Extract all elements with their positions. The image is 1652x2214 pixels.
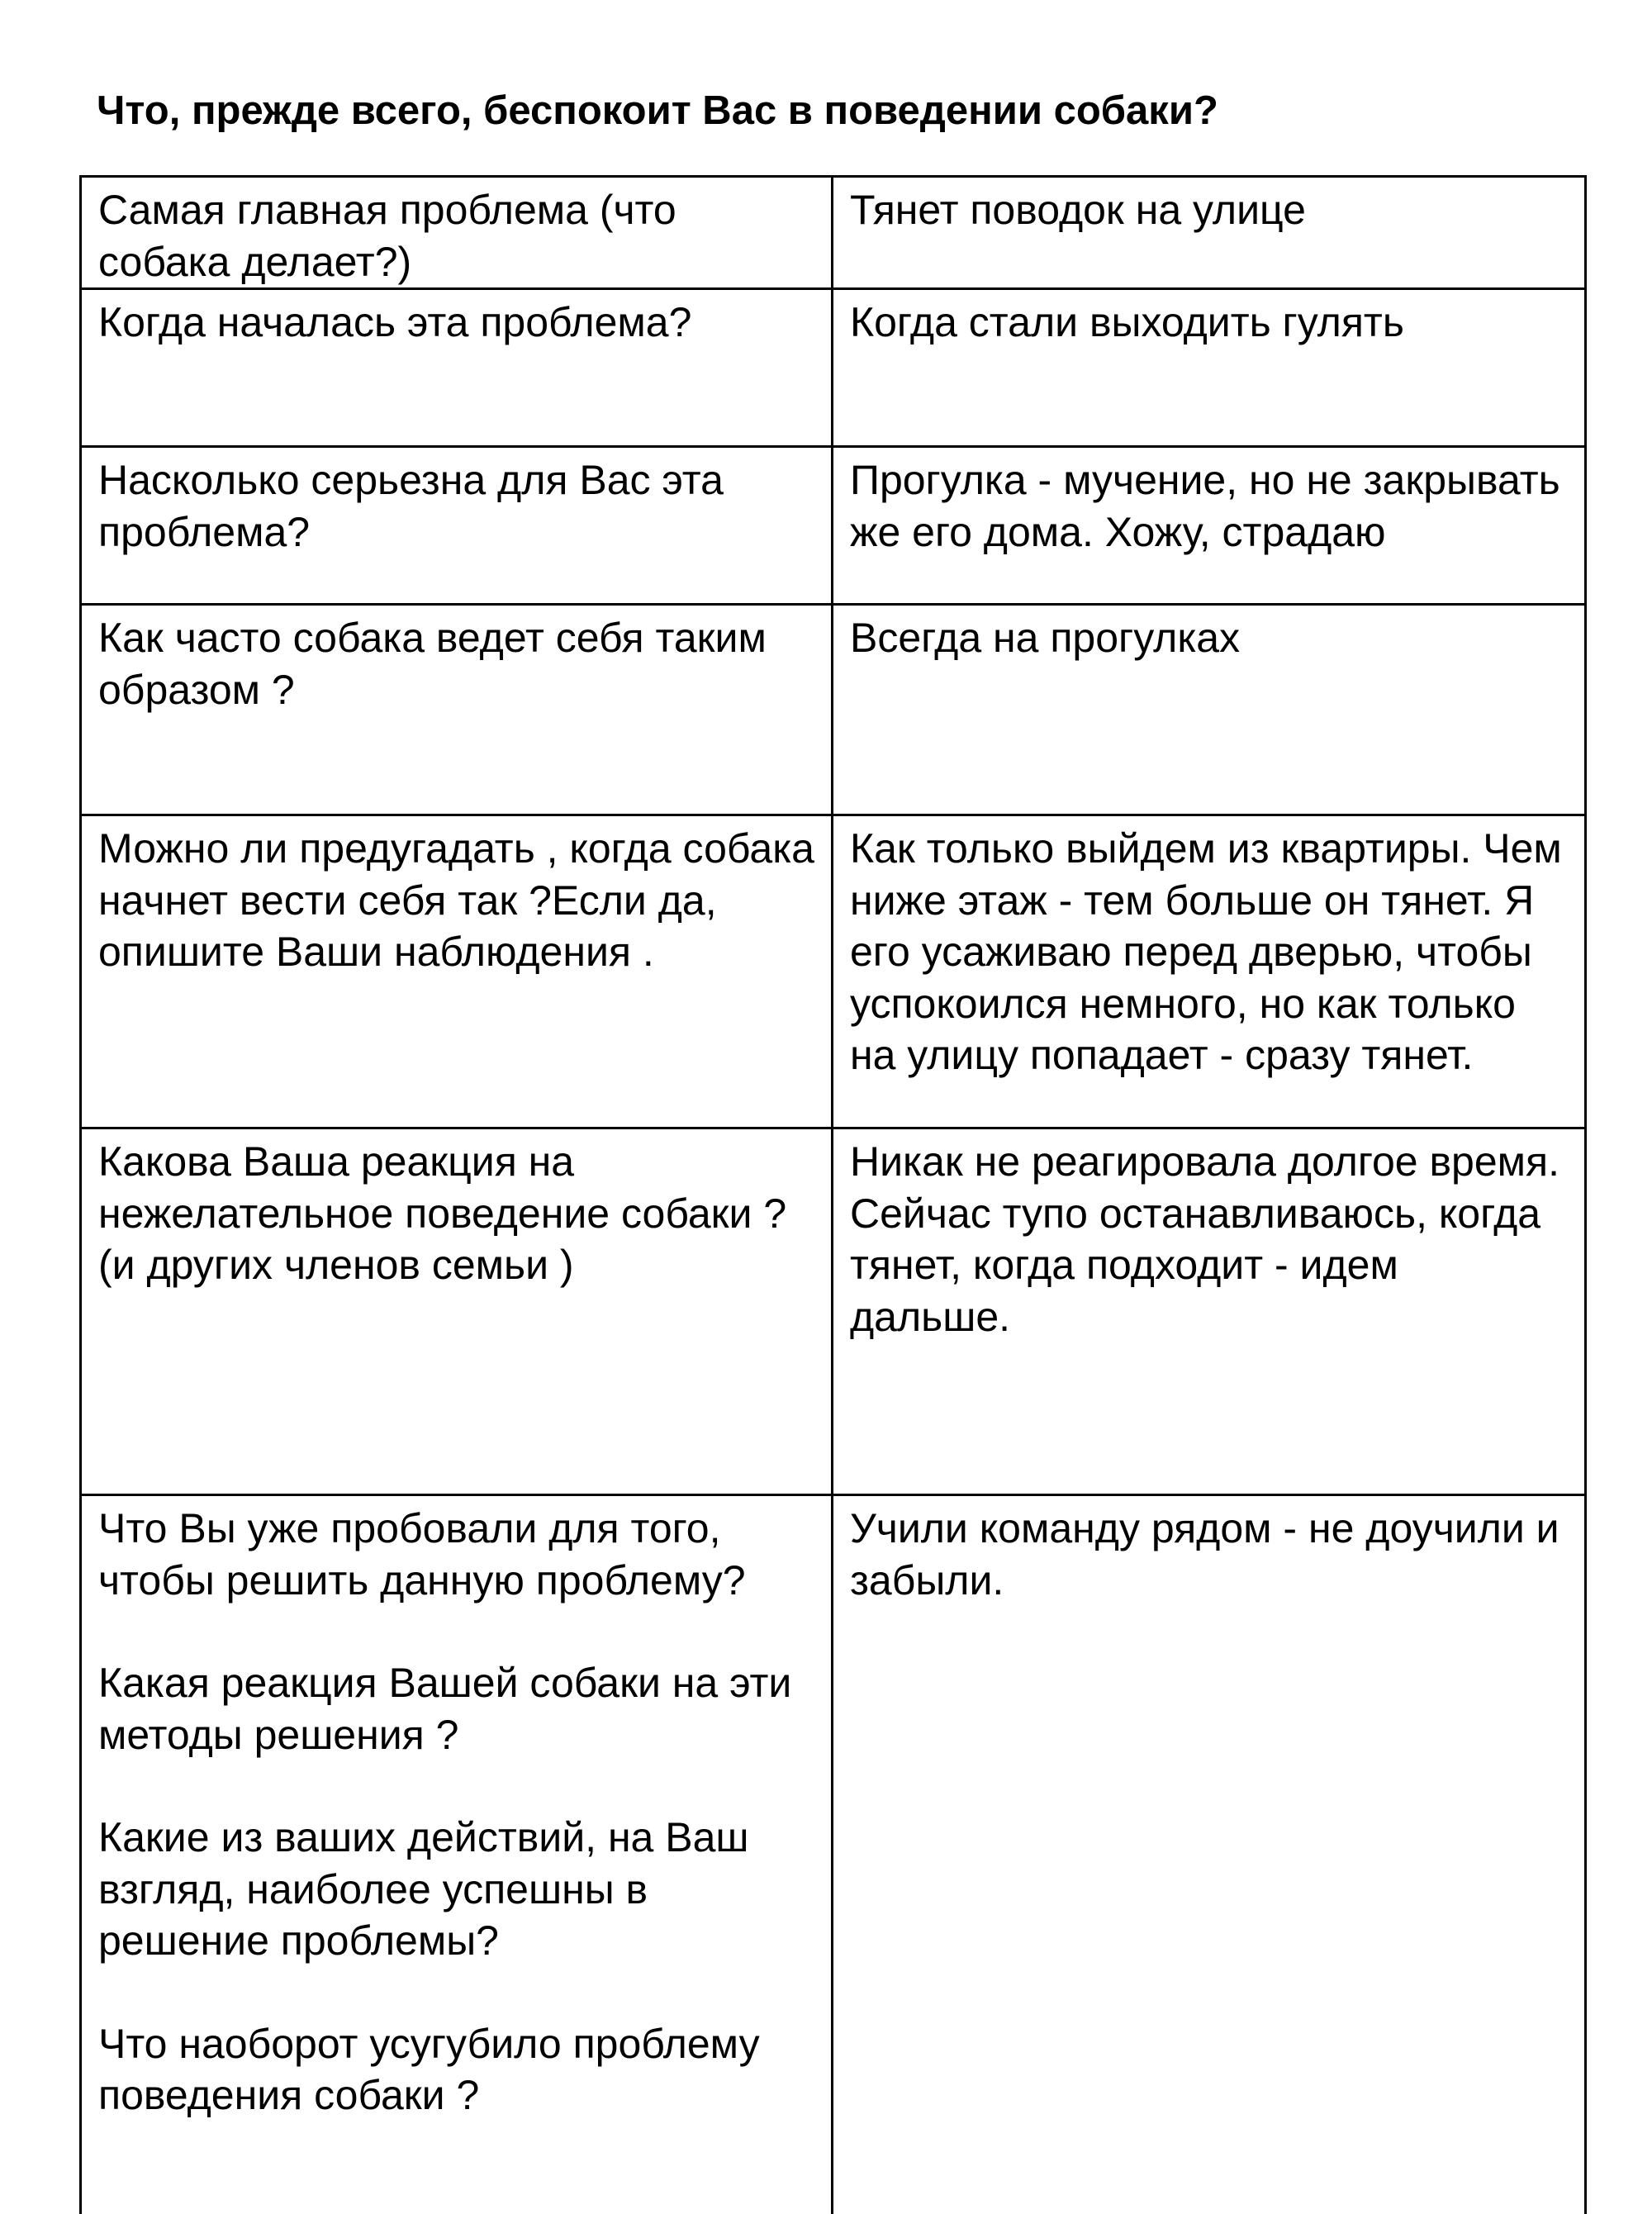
question-cell: Самая главная проблема (что собака делает?) (81, 177, 833, 289)
answer-cell: Прогулка - мучение, но не закрывать же его дома. Хожу, страдаю (833, 447, 1586, 605)
question-cell: Какова Ваша реакция на нежелательное поведение собаки ? (и других членов семьи ) (81, 1128, 833, 1495)
question-cell: Можно ли предугадать , когда собака начнет вести себя так ?Если да, опишите Ваши наблюдения . (81, 815, 833, 1128)
table-row (81, 1128, 1586, 1495)
answer-cell: Учили команду рядом - не доучили и забыли. (833, 1495, 1586, 2214)
question-paragraph: Какие из ваших действий, на Ваш взгляд, наиболее успешны в решение проблемы? (98, 1814, 749, 1964)
question-paragraph: Что наоборот усугубило проблему поведения собаки ? (98, 2020, 760, 2118)
question-cell: Как часто собака ведет себя таким образом ? (81, 605, 833, 815)
question-cell (81, 1495, 833, 2214)
answer-cell: Никак не реагировала долгое время. Сейчас тупо останавливаюсь, когда тянет, когда подходит - идем дальше. (833, 1128, 1586, 1495)
table-row (81, 1495, 1586, 2214)
question-paragraph: Что Вы уже пробовали для того, чтобы решить данную проблему? (98, 1505, 746, 1603)
question-cell: Насколько серьезна для Вас эта проблема? (81, 447, 833, 605)
question-paragraph: Какая реакция Вашей собаки на эти методы решения ? (98, 1660, 792, 1758)
table-row (81, 177, 1586, 289)
table-row (81, 289, 1586, 447)
answer-cell: Как только выйдем из квартиры. Чем ниже этаж - тем больше он тянет. Я его усаживаю перед дверью, чтобы успокоился немного, но как только на улицу попадает - сразу тянет. (833, 815, 1586, 1128)
question-cell: Когда началась эта проблема? (81, 289, 833, 447)
table-row (81, 605, 1586, 815)
page-heading: Что, прежде всего, беспокоит Вас в поведении собаки? (97, 88, 1218, 133)
questionnaire-table (79, 175, 1587, 2214)
table-row (81, 447, 1586, 605)
answer-cell: Тянет поводок на улице (833, 177, 1586, 289)
table-row (81, 815, 1586, 1128)
answer-cell: Когда стали выходить гулять (833, 289, 1586, 447)
answer-cell: Всегда на прогулках (833, 605, 1586, 815)
